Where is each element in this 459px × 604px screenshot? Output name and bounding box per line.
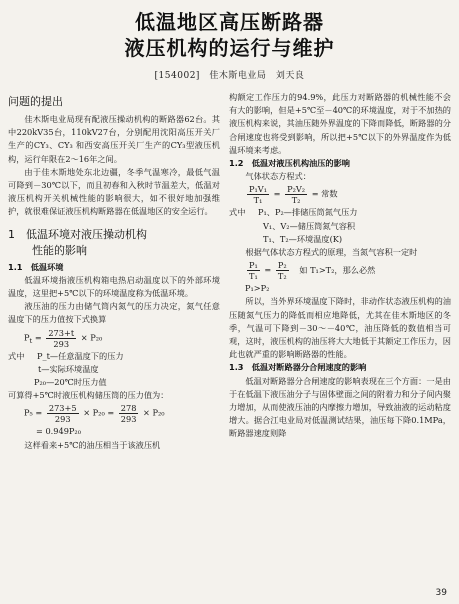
eq1-tail: × P₂₀ bbox=[80, 332, 103, 343]
author-byline: [154002] 佳木斯电业局 刘天良 bbox=[154, 71, 305, 81]
paragraph: 由于佳木斯地处东北边疆，冬季气温寒冷，最低气温可降到－30℃以下，而且初春和入秋时节温差大，低温对液压机构开关机械性能的影响很大，如不很好地加强维护，就很难保证液压机构断路器在低温地区的安全运行。 bbox=[8, 166, 220, 217]
eq3-equals: = bbox=[273, 188, 281, 199]
paragraph: 低温对断路器分合闸速度的影响表现在三个方面：一是由于在低温下液压油分子与固体壁面之间的附着力和分子间内聚力增加，从而使液压油的内摩擦力增加，导致油液的运动粘度增大。据合江电业局对低温测试结果，油压每下降0.1MPa，断路器速度则降 bbox=[229, 375, 451, 439]
article-title-line1: 低温地区高压断路器 bbox=[135, 10, 324, 34]
eq3-numerator-1: P₁V₁ bbox=[249, 184, 267, 195]
eq1-numerator: 273+t bbox=[48, 327, 75, 338]
eq1-fraction bbox=[46, 328, 76, 349]
equation-2 bbox=[8, 403, 220, 424]
paragraph: 佳木斯电业局现有配液压操动机构的断路器62台。其中220kV35台，110kV27台，分别配用沈阳高压开关厂生产的CY₃、CY₃ 和西安高压开关厂生产的CY₃型液压机构，运行年限在2～16年之间。 bbox=[8, 114, 220, 164]
eq4-fraction-1 bbox=[247, 260, 260, 281]
eq4-tail: 如 T₁>T₂，那么必然 bbox=[299, 264, 376, 275]
article-title-line2: 液压机构的运行与维护 bbox=[124, 36, 335, 60]
where-p20: P₂₀—20℃时压力值 bbox=[34, 377, 107, 388]
eq2-numerator-1: 273+5 bbox=[48, 403, 77, 414]
where-line bbox=[8, 350, 220, 363]
section-1-heading bbox=[8, 227, 220, 259]
where-3: T₁、T₂—环境温度(K) bbox=[263, 233, 343, 244]
eq2-numerator-2: 278 bbox=[120, 403, 137, 414]
where-t: t—实际环境温度 bbox=[38, 363, 99, 374]
eq2-lhs: P₅ = bbox=[24, 407, 43, 418]
eq3-fraction-2 bbox=[285, 184, 307, 205]
equation-3 bbox=[229, 184, 451, 205]
eq4-denominator-2: T₂ bbox=[277, 271, 287, 282]
eq4-numerator-2: P₂ bbox=[277, 260, 287, 271]
eq3-denominator-1: T₁ bbox=[253, 195, 263, 206]
eq2-denominator-1: 293 bbox=[54, 414, 71, 425]
where-1: P₁、P₂—排储压筒氮气压力 bbox=[258, 207, 358, 218]
where-label: 式中 bbox=[8, 350, 25, 361]
eq1-denominator: 293 bbox=[53, 338, 70, 349]
where-2: V₁、V₂—储压筒氮气容积 bbox=[263, 220, 356, 231]
eq2-mid: × P₂₀ = bbox=[83, 407, 115, 418]
paragraph: 构额定工作压力的94.9%，此压力对断路器的机械性能不会有大的影响，但是+5℃至－40℃的环境温度，对于不加热的液压机构来说，其油压随外界温度的下降而降低，断路器的分合闸速度也将受到影响，所以把+5℃以下的外界温度作为低温环境来考虑。 bbox=[229, 92, 451, 155]
eq4-denominator-1: T₁ bbox=[249, 271, 258, 282]
equation-1: $P_t$ = $\frac{273+t}{293}$ × P₂₀ bbox=[24, 327, 103, 349]
subsection-1-3-heading: 1.3 低温对断路器分合闸速度的影响 bbox=[229, 362, 367, 373]
section-problem-heading: 问题的提出 bbox=[8, 95, 63, 108]
paragraph: 根据气体状态方程式的原理，当氮气容积一定时 bbox=[245, 247, 418, 258]
equation-5: P₁>P₂ bbox=[245, 283, 270, 294]
section-1-heading-line2: 性能的影响 bbox=[32, 243, 87, 257]
subsection-1-2-heading: 1.2 低温对液压机构油压的影响 bbox=[229, 158, 350, 169]
where-label: 式中 bbox=[229, 207, 246, 218]
where-line bbox=[229, 206, 451, 219]
where-pt: P_t—任意温度下的压力 bbox=[37, 350, 124, 361]
eq3-denominator-2: T₂ bbox=[291, 195, 301, 206]
eq2-line2: = 0.949P₂₀ bbox=[36, 426, 81, 437]
eq2-fraction-1 bbox=[47, 403, 79, 424]
paragraph: 可算得+5℃时液压机构储压筒的压力值为： bbox=[8, 390, 169, 401]
paragraph: 低温环境指液压机构箱电热启动温度以下的外部环境温度，这里把+5℃以下的环境温度称为低温环境。 bbox=[8, 274, 220, 299]
paragraph: 气体状态方程式： bbox=[245, 171, 311, 182]
equation-4: $\frac{\text{P₁}}{\text{T₁}}$ = $\frac{\text{P₂}}{\text{T₂}}$ 如 T₁>T₂，那么必然 bbox=[249, 260, 376, 282]
eq4-fraction-2 bbox=[276, 260, 289, 281]
section-1-heading-line1: 1 低温环境对液压操动机构 bbox=[8, 227, 147, 241]
paragraph: 液压油的压力由储气筒内氮气的压力决定，氮气任意温度下的压力值按下式换算 bbox=[8, 301, 220, 325]
subsection-1-1-heading: 1.1 低温环境 bbox=[8, 261, 64, 272]
paragraph: 所以，当外界环境温度下降时，非动作状态液压机构的油压随氮气压力的降低而相应地降低，尤其在佳木斯地区的冬季，气温可下降到－30～－40℃，油压降低的数值相当可观，这时，液压机构的油压将大大地低于其额定工作压力，因此也就严重的影响断路器的性能。 bbox=[229, 296, 451, 360]
eq3-fraction-1 bbox=[247, 184, 269, 205]
eq1-sub: t bbox=[29, 336, 33, 345]
eq2-fraction-2 bbox=[119, 403, 139, 424]
eq2-denominator-2: 293 bbox=[120, 414, 137, 425]
left-column bbox=[8, 94, 220, 452]
eq2-tail: × P₂₀ bbox=[143, 407, 165, 418]
eq4-numerator-1: P₁ bbox=[249, 260, 258, 271]
right-column bbox=[229, 91, 451, 441]
eq3-numerator-2: P₂V₂ bbox=[287, 184, 306, 195]
paragraph: 这样看来+5℃的油压相当于该液压机 bbox=[24, 439, 161, 450]
eq3-tail: = 常数 bbox=[311, 188, 338, 199]
page-number: 39 bbox=[435, 588, 447, 598]
eq1-lhs: P bbox=[24, 332, 30, 343]
